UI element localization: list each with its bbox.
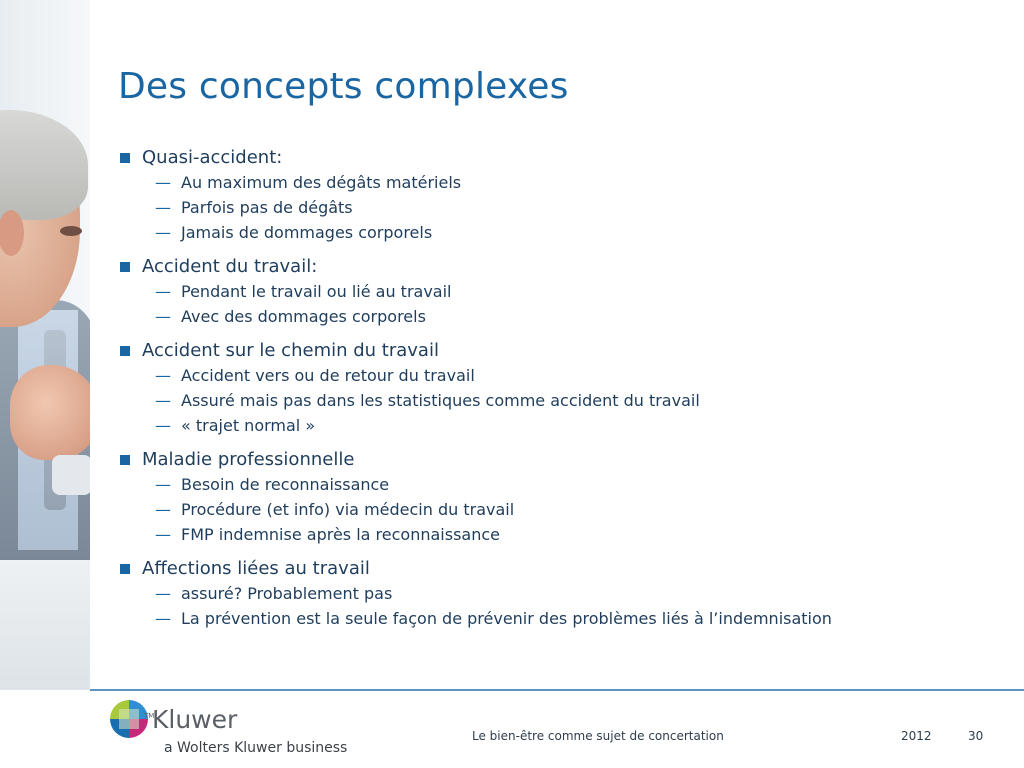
bullet-text: Maladie professionnelle [142, 449, 355, 470]
sub-bullet-text: Parfois pas de dégâts [181, 198, 353, 217]
sub-bullet-text: Accident vers ou de retour du travail [181, 366, 475, 385]
sub-bullet-text: Avec des dommages corporels [181, 307, 426, 326]
slide-photo [0, 0, 90, 690]
dash-icon: — [155, 525, 171, 544]
dash-icon: — [155, 366, 171, 385]
logo-trademark: TM [144, 712, 155, 720]
logo-tagline: a Wolters Kluwer business [164, 740, 348, 756]
bullet-text: Quasi-accident: [142, 147, 283, 168]
slide-title: Des concepts complexes [118, 66, 569, 107]
sub-bullet-item [118, 413, 1008, 438]
bullet-text: Accident sur le chemin du travail [142, 340, 439, 361]
sub-bullet-text: Au maximum des dégâts matériels [181, 173, 462, 192]
bullet-item [118, 339, 1008, 363]
sub-bullet-text: « trajet normal » [181, 416, 316, 435]
dash-icon: — [155, 500, 171, 519]
page-number: 30 [968, 729, 984, 743]
sub-bullet-item [118, 195, 1008, 220]
sub-bullet-item [118, 497, 1008, 522]
dash-icon: — [155, 609, 171, 628]
bullet-square-icon [120, 153, 130, 163]
sub-bullet-item [118, 388, 1008, 413]
footer-year: 2012 [901, 729, 932, 743]
sub-bullet-item [118, 279, 1008, 304]
bullet-item [118, 448, 1008, 472]
sub-bullet-text: Jamais de dommages corporels [181, 223, 433, 242]
sub-bullet-text: Assuré mais pas dans les statistiques comme accident du travail [181, 391, 700, 410]
kluwer-logo [110, 700, 370, 762]
sub-bullet-text: Besoin de reconnaissance [181, 475, 390, 494]
dash-icon: — [155, 173, 171, 192]
bullet-item [118, 146, 1008, 170]
bullet-square-icon [120, 346, 130, 356]
bullet-square-icon [120, 564, 130, 574]
dash-icon: — [155, 282, 171, 301]
sub-bullet-item [118, 606, 1008, 631]
footer-title: Le bien-être comme sujet de concertation [472, 729, 724, 743]
sub-bullet-text: La prévention est la seule façon de prévenir des problèmes liés à l’indemnisation [181, 609, 832, 628]
dash-icon: — [155, 584, 171, 603]
dash-icon: — [155, 416, 171, 435]
sub-bullet-item [118, 581, 1008, 606]
dash-icon: — [155, 391, 171, 410]
sub-bullet-item [118, 363, 1008, 388]
footer-divider [90, 689, 1024, 691]
dash-icon: — [155, 198, 171, 217]
dash-icon: — [155, 307, 171, 326]
bullet-text: Affections liées au travail [142, 558, 370, 579]
sub-bullet-item [118, 220, 1008, 245]
logo-wordmark: Kluwer [152, 705, 238, 734]
sub-bullet-text: FMP indemnise après la reconnaissance [181, 525, 500, 544]
sub-bullet-text: assuré? Probablement pas [181, 584, 393, 603]
sub-bullet-item [118, 522, 1008, 547]
bullet-square-icon [120, 262, 130, 272]
sub-bullet-item [118, 472, 1008, 497]
bullet-item [118, 255, 1008, 279]
dash-icon: — [155, 223, 171, 242]
kluwer-globe-icon [110, 700, 148, 738]
sub-bullet-text: Pendant le travail ou lié au travail [181, 282, 452, 301]
bullet-list [118, 146, 1008, 631]
bullet-item [118, 557, 1008, 581]
bullet-text: Accident du travail: [142, 256, 318, 277]
bullet-square-icon [120, 455, 130, 465]
sub-bullet-text: Procédure (et info) via médecin du travail [181, 500, 515, 519]
dash-icon: — [155, 475, 171, 494]
sub-bullet-item [118, 304, 1008, 329]
sub-bullet-item [118, 170, 1008, 195]
